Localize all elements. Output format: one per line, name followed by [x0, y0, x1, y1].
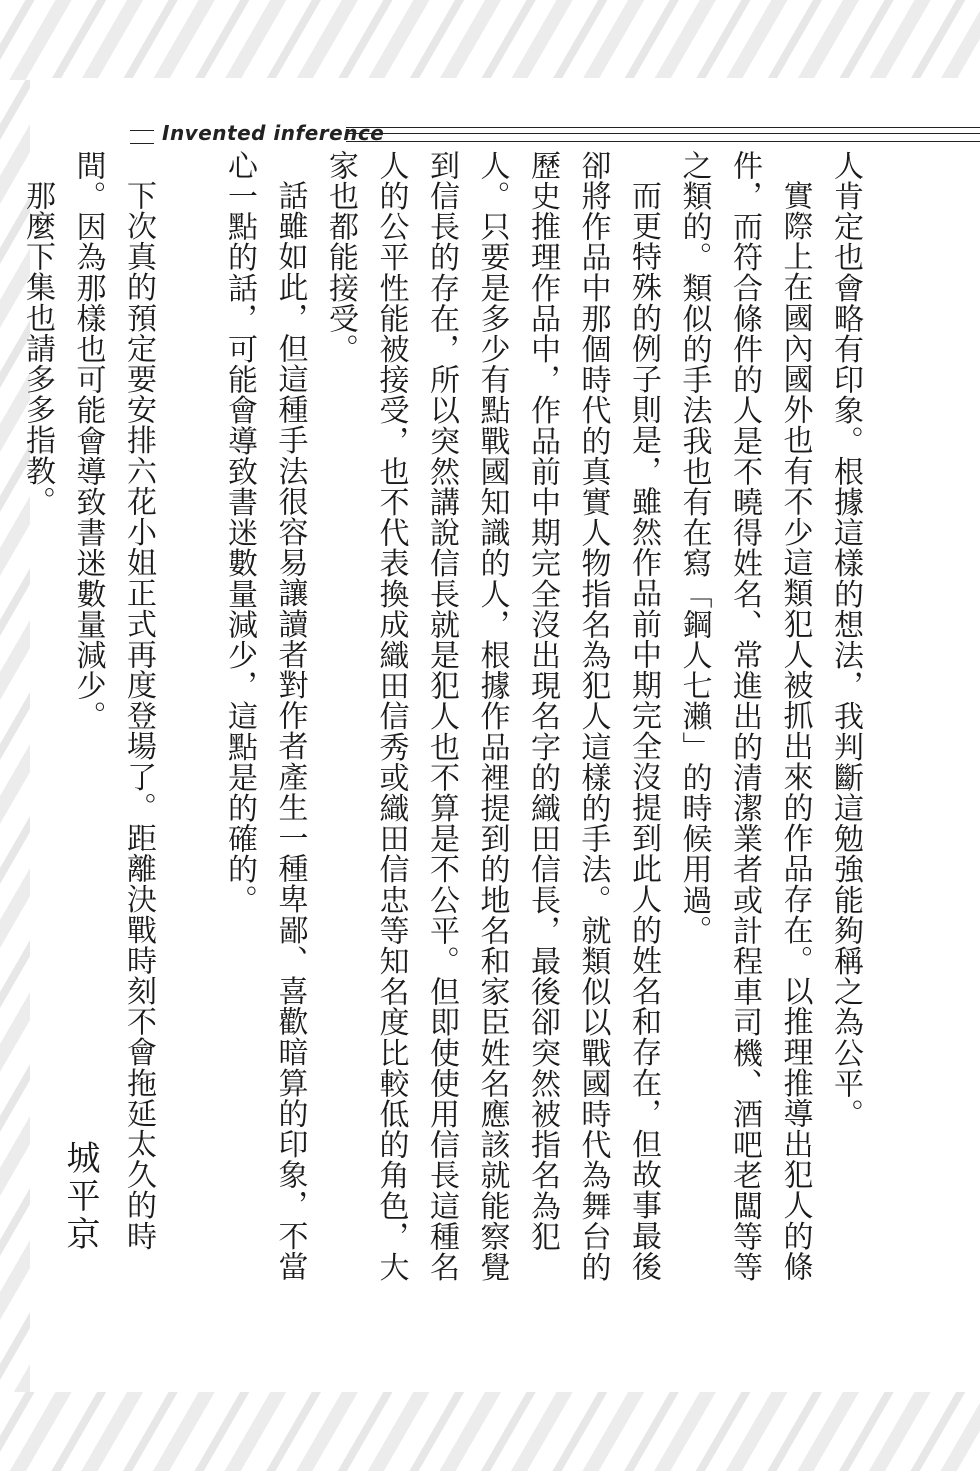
- paragraph-3: 而更特殊的例子則是，雖然作品前中期完全沒提到此人的姓名和存在，但故事最後卻將作品中那個時代的真實人物指名為犯人這樣的手法。就類似以戰國時代為舞台的歷史推理作品中，作品前中期完全沒出現名字的織田信長，最後卻突然被指名為犯人。只要是多少有點戰國知識的人，根據作品裡提到的地名和家臣姓名應該就能察覺到信長的存在，所以突然講說信長就是犯人也不算是不公平。但即使使用信長這種名人的公平性能被接受，也不代表換成織田信秀或織田信忠等知名度比較低的角色，大家也都能接受。: [323, 150, 661, 1283]
- paragraph-gap: [163, 150, 214, 1290]
- header-rule-right: [346, 127, 980, 142]
- paragraph-4: 話雖如此，但這種手法很容易讓讀者對作者產生一種卑鄙、喜歡暗算的印象，不當心一點的話，可能會導致書迷數量減少，這點是的確的。: [222, 150, 308, 1282]
- decorative-stripe-top: [0, 0, 980, 80]
- paragraph-5: 下次真的預定要安排六花小姐正式再度登場了。距離決戰時刻不會拖延太久的時間。因為那樣也可能會導致書迷數量減少。: [70, 150, 156, 1251]
- paragraph-2: 實際上在國內國外也有不少這類犯人被抓出來的作品存在。以推理推導出犯人的條件，而符合條件的人是不曉得姓名、常進出的清潔業者或計程車司機、酒吧老闆等等之類的。類似的手法我也有在寫「鋼人七瀨」的時候用過。: [676, 150, 813, 1283]
- header-rule-left: [130, 130, 154, 144]
- header-title: Invented inference: [162, 121, 385, 145]
- decorative-stripe-bottom: [0, 1392, 980, 1471]
- author-signature: 城平京: [60, 1140, 100, 1254]
- paragraph-1: 人肯定也會略有印象。根據這樣的想法，我判斷這勉強能夠稱之為公平。: [828, 150, 863, 1130]
- paragraph-6: 那麼下集也請多多指教。: [20, 180, 55, 517]
